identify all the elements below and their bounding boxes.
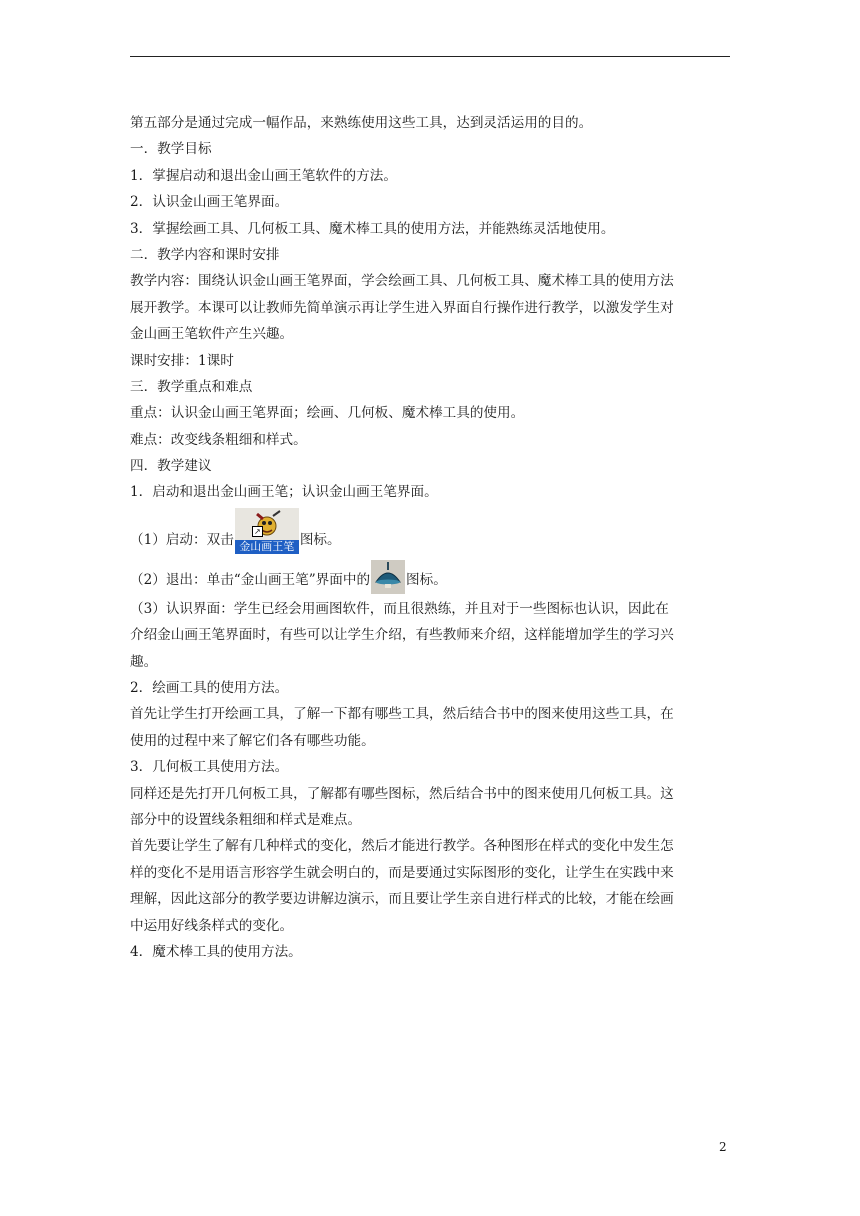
paragraph-line: 介绍金山画王笔界面时，有些可以让学生介绍，有些教师来介绍，这样能增加学生的学习兴 <box>130 627 674 644</box>
document-body <box>130 110 735 965</box>
section-heading: 二．教学内容和课时安排 <box>130 246 280 263</box>
paragraph-line: 教学内容：围绕认识金山画王笔界面，学会绘画工具、几何板工具、魔术棒工具的使用方法 <box>130 273 674 290</box>
paragraph-line: 首先要让学生了解有几种样式的变化，然后才能进行教学。各种图形在样式的变化中发生怎 <box>130 838 674 855</box>
start-text-after: 图标。 <box>299 532 341 549</box>
paragraph-line: 中运用好线条样式的变化。 <box>130 917 294 934</box>
paragraph-line: 部分中的设置线条粗细和样式是难点。 <box>130 811 362 828</box>
kingsoft-paint-app-icon <box>235 508 299 554</box>
paragraph-line: 金山画王笔软件产生兴趣。 <box>130 326 294 343</box>
header-rule <box>130 56 730 57</box>
paragraph-line: 难点：改变线条粗细和样式。 <box>130 431 307 448</box>
paragraph-line: 理解，因此这部分的教学要边讲解边演示，而且要让学生亲自进行样式的比较，才能在绘画 <box>130 891 674 908</box>
section-heading: 三．教学重点和难点 <box>130 378 253 395</box>
paragraph-line: 使用的过程中来了解它们各有哪些功能。 <box>130 732 375 749</box>
section-heading: 2．绘画工具的使用方法。 <box>130 680 289 697</box>
start-instruction-line <box>130 506 735 556</box>
paragraph-line: （3）认识界面：学生已经会用画图软件，而且很熟练，并且对于一些图标也认识，因此在 <box>130 600 669 617</box>
paragraph-line: 第五部分是通过完成一幅作品，来熟练使用这些工具，达到灵活运用的目的。 <box>130 115 593 131</box>
paragraph-line: 趣。 <box>130 653 158 670</box>
paragraph-line: 样的变化不是用语言形容学生就会明白的，而是要通过实际图形的变化，让学生在实践中来 <box>130 864 674 881</box>
paragraph-line: 展开教学。本课可以让教师先简单演示再让学生进入界面自行操作进行教学，以激发学生对 <box>130 299 674 316</box>
paragraph-line: 1．掌握启动和退出金山画王笔软件的方法。 <box>130 167 397 184</box>
paragraph-line: 2．认识金山画王笔界面。 <box>130 194 289 211</box>
app-icon-label: 金山画王笔 <box>235 540 299 554</box>
start-text-before: （1）启动：双击 <box>130 532 234 549</box>
section-heading: 一．教学目标 <box>130 141 212 158</box>
section-heading: 四．教学建议 <box>130 458 212 475</box>
paragraph-line: 重点：认识金山画王笔界面；绘画、几何板、魔术棒工具的使用。 <box>130 405 525 422</box>
shortcut-arrow-icon: ↗ <box>252 526 263 537</box>
paragraph-line: 同样还是先打开几何板工具，了解都有哪些图标，然后结合书中的图来使用几何板工具。这 <box>130 785 674 802</box>
exit-text-before: （2）退出：单击“金山画王笔”界面中的 <box>130 572 371 589</box>
paragraph-line: 首先让学生打开绘画工具，了解一下都有哪些工具，然后结合书中的图来使用这些工具，在 <box>130 706 674 723</box>
exit-lamp-icon <box>371 560 405 594</box>
paragraph-line: 1．启动和退出金山画王笔；认识金山画王笔界面。 <box>130 484 438 501</box>
paragraph-line: 课时安排：1课时 <box>130 352 234 369</box>
paragraph-line: 3．掌握绘画工具、几何板工具、魔术棒工具的使用方法，并能熟练灵活地使用。 <box>130 220 615 237</box>
exit-text-after: 图标。 <box>406 572 447 589</box>
exit-instruction-line <box>130 556 735 596</box>
section-heading: 4．魔术棒工具的使用方法。 <box>130 943 302 960</box>
page-number: 2 <box>719 1140 727 1154</box>
section-heading: 3．几何板工具使用方法。 <box>130 759 289 776</box>
